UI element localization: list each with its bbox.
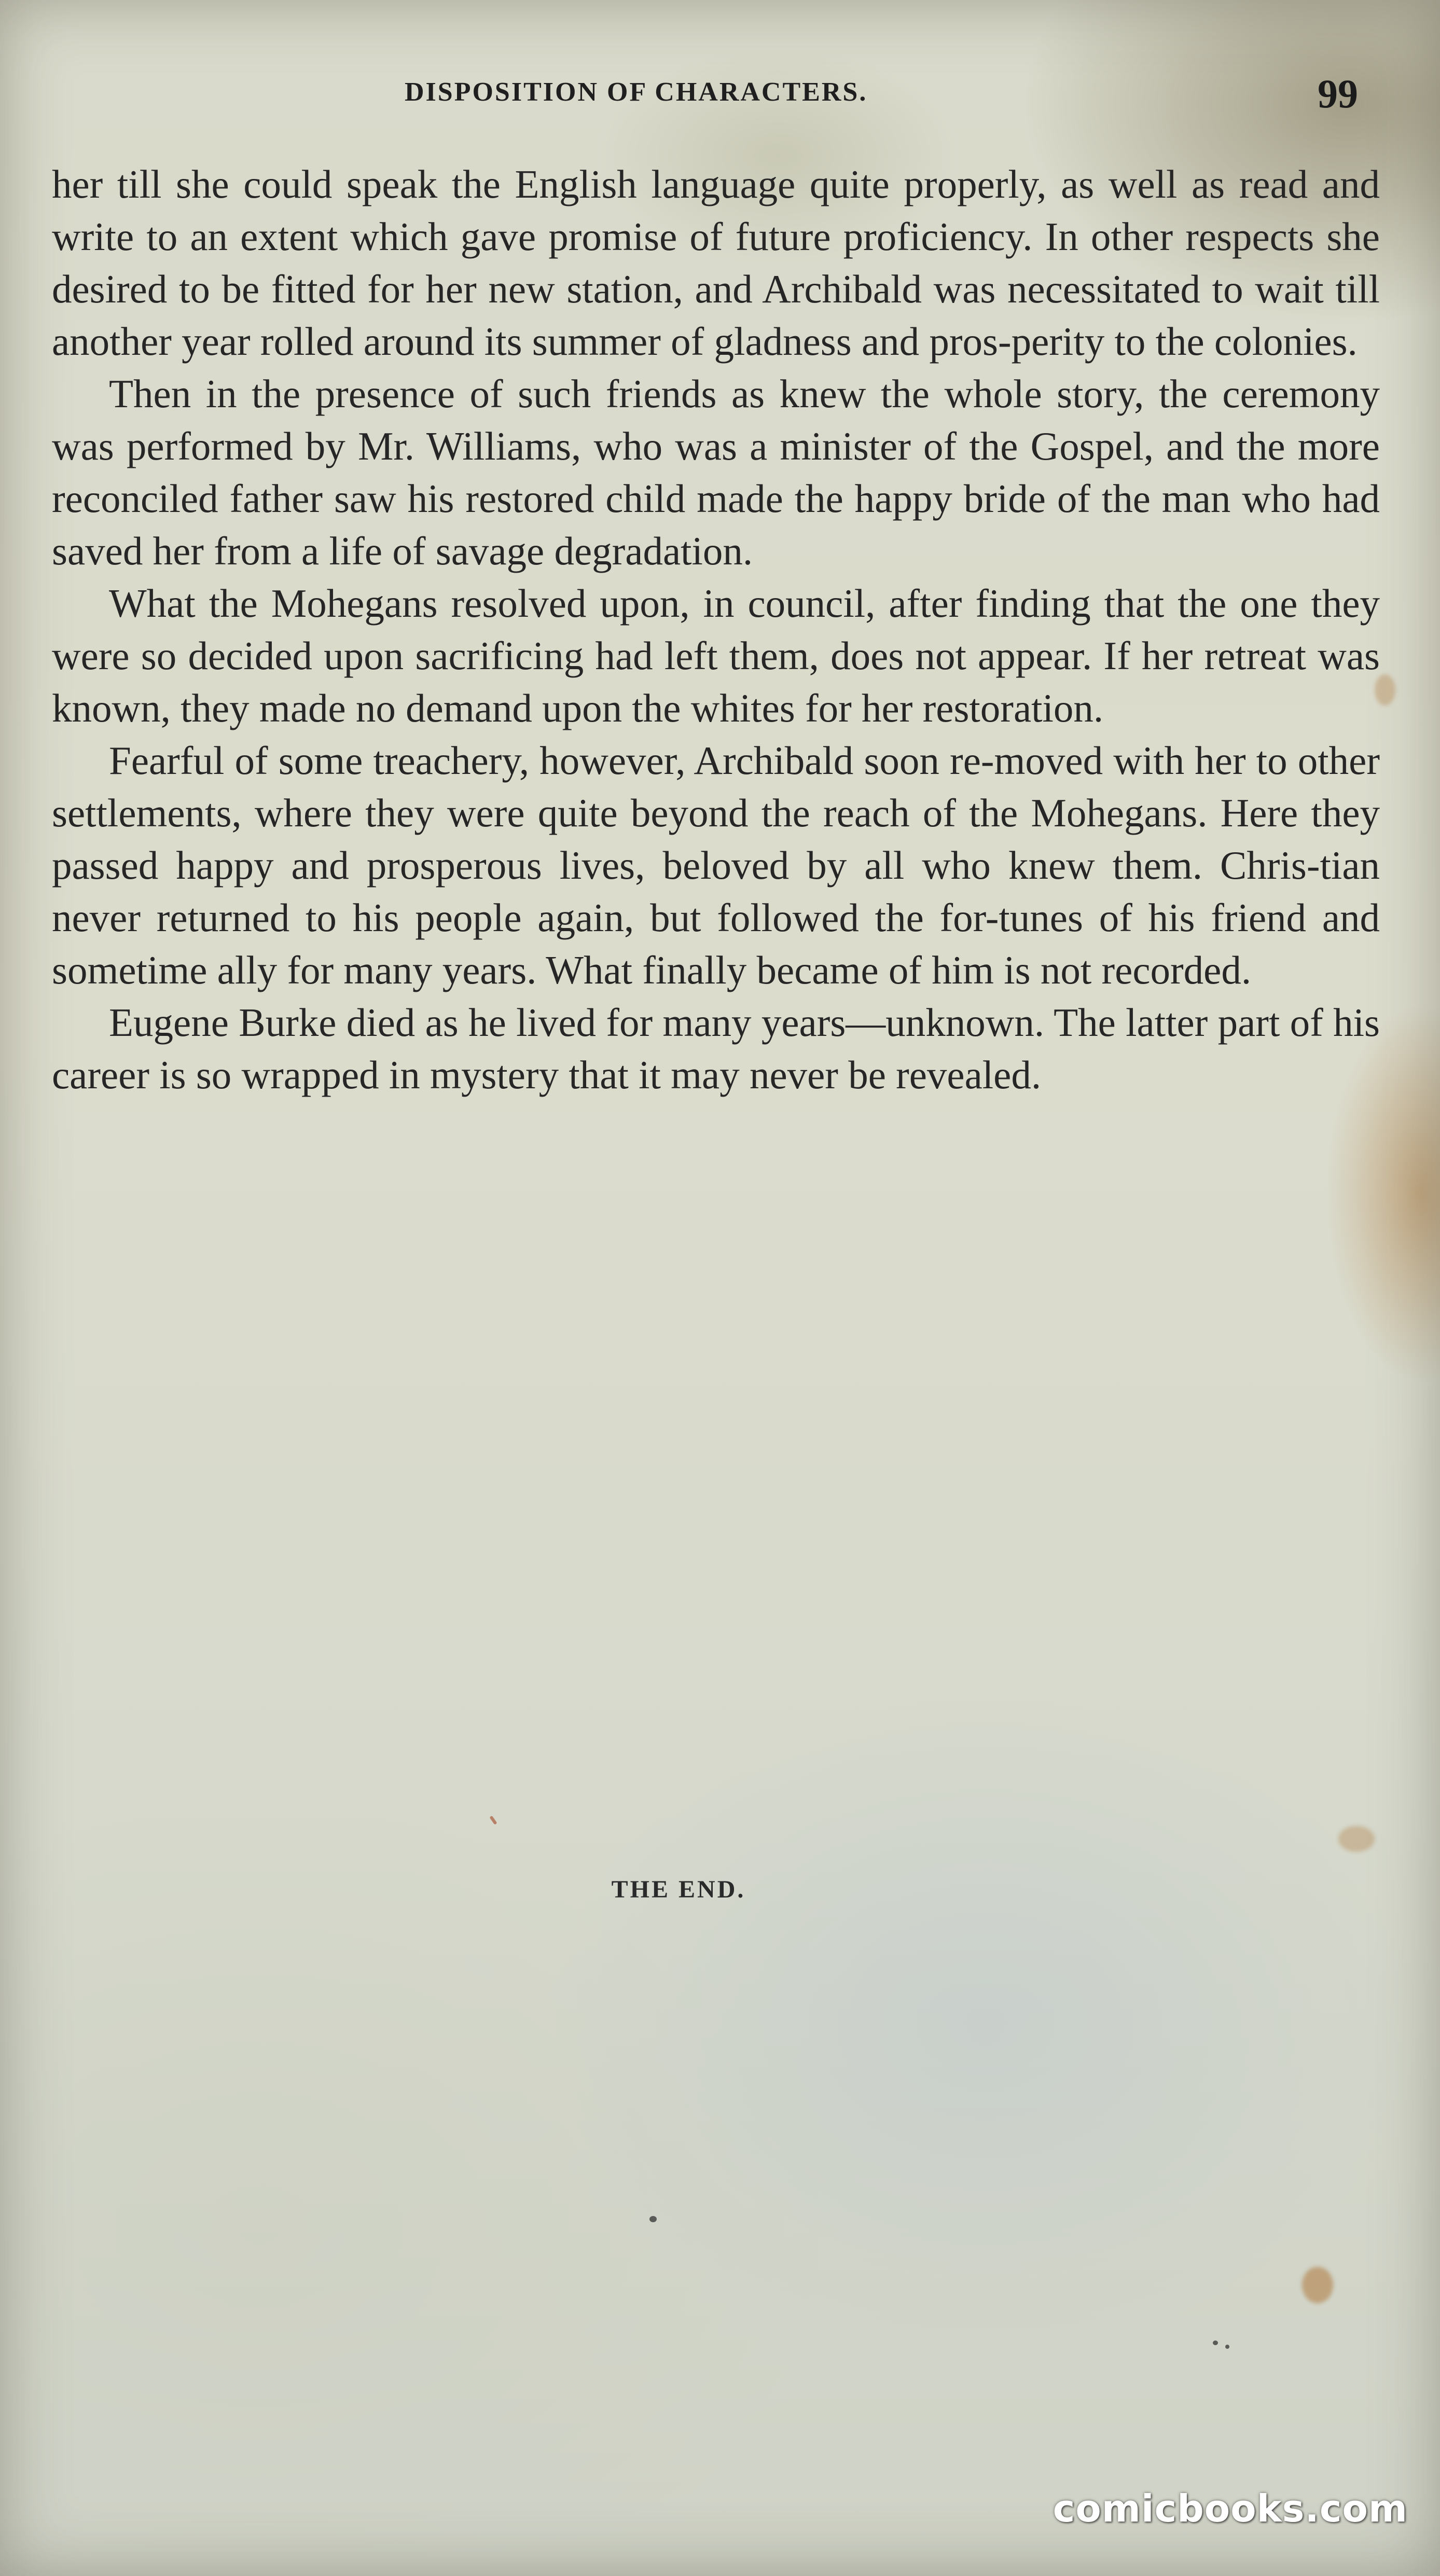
ink-speck — [1213, 2340, 1218, 2345]
paragraph-4: Fearful of some treachery, however, Archibald soon re-moved with her to other settlements, where they were quite beyond the reach of the Mohegans. Here they passed happy and prosperous lives, beloved by all who knew them. Chris-tian never returned to his people again, but followed the for-tunes of his friend and sometime ally for many years. What finally became of him is not recorded. — [52, 738, 1380, 992]
foxing-stain — [1375, 674, 1395, 705]
foxing-stain — [1302, 2267, 1333, 2303]
show-through-ghost-print: ​ — [734, 2014, 739, 2100]
paragraph-2: Then in the presence of such friends as knew the whole story, the ceremony was performed by Mr. Williams, who was a minister of the Gospel, and the more reconciled father saw his restored child made the happy bride of the man who had saved her from a life of savage degradation. — [52, 371, 1380, 573]
ink-speck — [649, 2216, 657, 2222]
watermark: comicbooks.com — [1053, 2487, 1408, 2530]
ink-speck — [1225, 2345, 1229, 2349]
running-head: DISPOSITION OF CHARACTERS. — [405, 77, 868, 107]
paragraph-3: What the Mohegans resolved upon, in council, after finding that the one they were so decided upon sacrificing had left them, does not appear. If her retreat was known, they made no demand upon the whites for her restoration. — [52, 581, 1380, 730]
the-end-text: THE END. — [611, 1876, 746, 1903]
page-header — [0, 71, 1440, 123]
page-number: 99 — [1318, 71, 1358, 116]
foxing-stain — [1338, 1826, 1375, 1852]
the-end-label — [0, 1875, 1440, 1904]
ink-speck — [489, 1816, 497, 1825]
body-text — [52, 158, 1380, 1101]
paragraph-1: her till she could speak the English language quite properly, as well as read and write to an extent which gave promise of future proficiency. In other respects she desired to be fitted for her new station, and Archibald was necessitated to wait till another year rolled around its summer of gladness and pros-perity to the colonies. — [52, 162, 1380, 364]
paragraph-5: Eugene Burke died as he lived for many years—unknown. The latter part of his career is so wrapped in mystery that it may never be revealed. — [52, 1000, 1380, 1097]
